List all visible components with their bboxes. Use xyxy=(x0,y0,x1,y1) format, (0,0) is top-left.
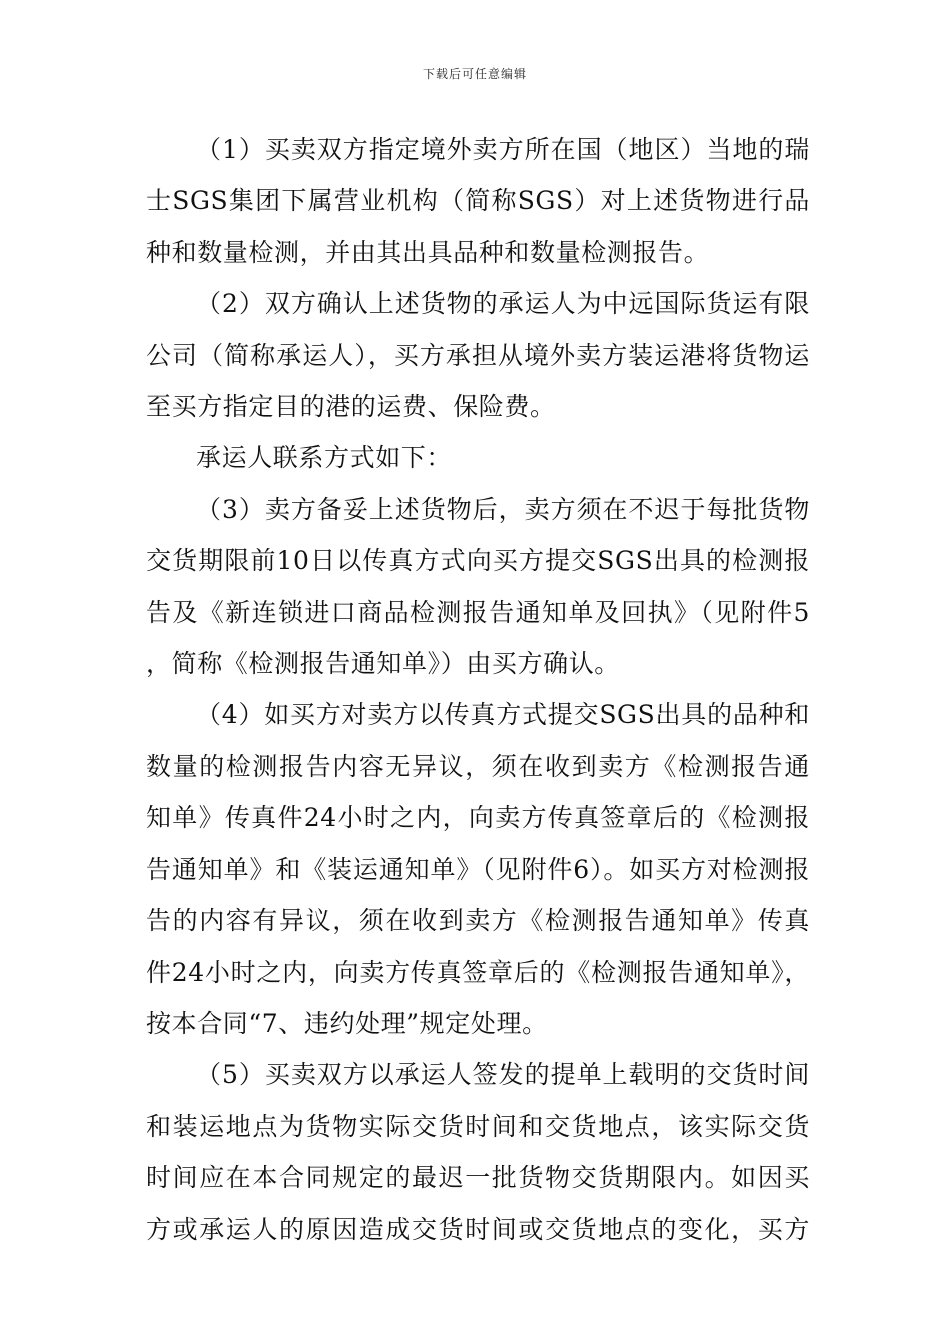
document-body xyxy=(146,124,810,1255)
paragraph-buyer-confirmation: （4）如买方对卖方以传真方式提交SGS出具的品种和数量的检测报告内容无异议，须在收到卖方《检测报告通知单》传真件24小时之内，向卖方传真签章后的《检测报告通知单》和《装运通知单》（见附件6）。如买方对检测报告的内容有异议，须在收到卖方《检测报告通知单》传真件24小时之内，向卖方传真签章后的《检测报告通知单》，按本合同“7、违约处理”规定处理。 xyxy=(146,700,810,1038)
page-header: 下载后可任意编辑 xyxy=(422,67,527,81)
paragraph-delivery-time-place: （5）买卖双方以承运人签发的提单上载明的交货时间和装运地点为货物实际交货时间和交货地点，该实际交货时间应在本合同规定的最迟一批货物交货期限内。如因买方或承运人的原因造成交货时间或交货地点的变化，买方 xyxy=(146,1060,810,1244)
paragraph-inspection-agency: （1）买卖双方指定境外卖方所在国（地区）当地的瑞士SGS集团下属营业机构（简称SGS）对上述货物进行品种和数量检测，并由其出具品种和数量检测报告。 xyxy=(146,135,810,267)
paragraph-carrier-contact: 承运人联系方式如下： xyxy=(196,443,453,473)
paragraph-carrier: （2）双方确认上述货物的承运人为中远国际货运有限公司（简称承运人），买方承担从境外卖方装运港将货物运至买方指定目的港的运费、保险费。 xyxy=(146,289,810,422)
paragraph-inspection-report-submission: （3）卖方备妥上述货物后，卖方须在不迟于每批货物交货期限前10日以传真方式向买方提交SGS出具的检测报告及《新连锁进口商品检测报告通知单及回执》（见附件5，简称《检测报告通知单》）由买方确认。 xyxy=(146,494,810,679)
